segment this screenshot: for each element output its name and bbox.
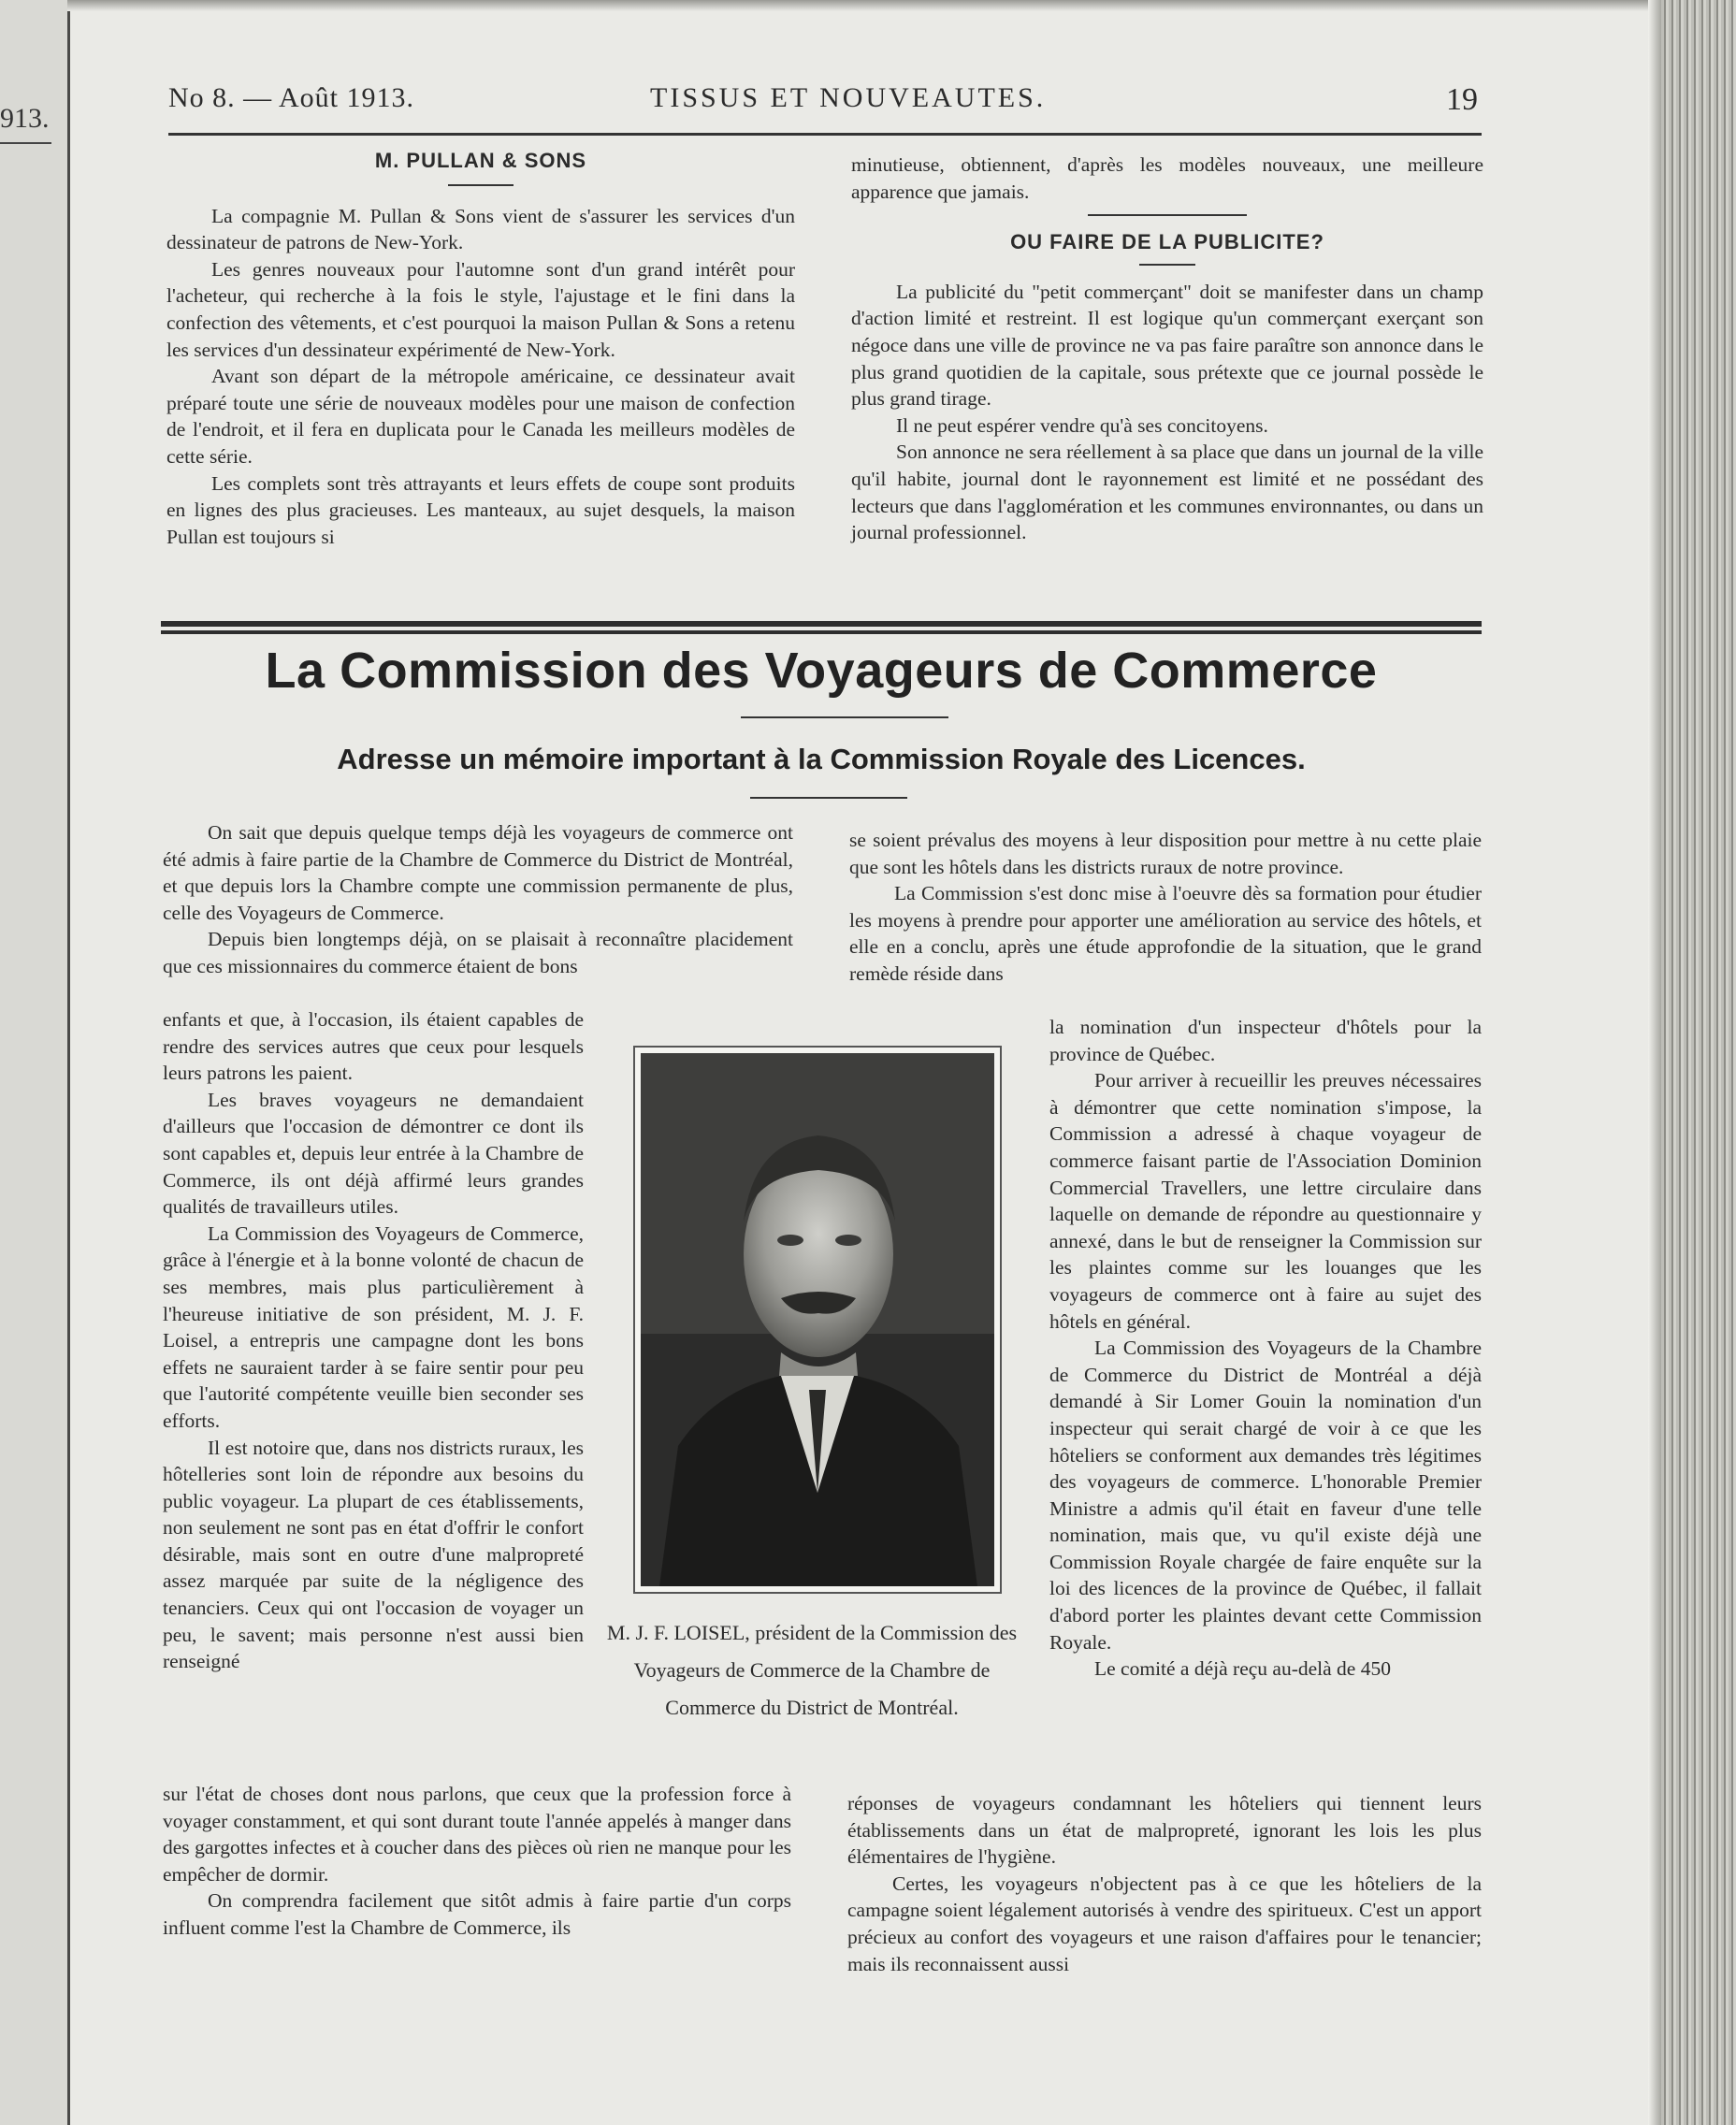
article-paragraph: se soient prévalus des moyens à leur disposition pour mettre à nu cette plaie que sont les hôtels dans les districts ruraux de notre province. <box>849 829 1482 878</box>
article-subtitle: Adresse un mémoire important à la Commission Royale des Licences. <box>337 743 1306 775</box>
book-page-edges <box>1661 0 1736 2125</box>
page-number: 19 <box>1446 82 1478 117</box>
article-paragraph: On sait que depuis quelque temps déjà les voyageurs de commerce ont été admis à faire partie de la Chambre de Commerce du District de Montréal, et que depuis lors la Chambre compte une commission permanente de plus, celle des Voyageurs de Commerce. <box>163 821 793 924</box>
header-rule <box>168 133 1482 136</box>
pullan-title: M. PULLAN & SONS <box>374 149 587 172</box>
article-paragraph: sur l'état de choses dont nous parlons, que ceux que la profession force à voyager constamment, et qui sont durant toute l'année appelés à manger dans des gargottes infectes et à coucher dans des pièces où rien ne manque pour les empêcher de dormir. <box>163 1783 791 1886</box>
article-right-bottom <box>847 1790 1482 1977</box>
pullan-paragraph: Les genres nouveaux pour l'automne sont d'un grand intérêt pour l'acheteur, qui recherche à la fois le style, l'ajustage et le fini dans la confection des vêtements, et c'est pourquoi la maison Pullan & Sons a retenu les services d'un dessinateur expérimenté de New-York. <box>166 257 795 361</box>
page-top-shadow <box>67 0 1661 11</box>
portrait-figure <box>641 1053 994 1586</box>
article-paragraph: Certes, les voyageurs n'objectent pas à ce que les hôteliers de la campagne soient légalement autorisés à vendre des spiritueux. C'est un apport précieux au confort des voyageurs et une raison d'affaires pour le tenancier; mais ils reconnaissent aussi <box>847 1872 1482 1975</box>
article-paragraph: Les braves voyageurs ne demandaient d'ailleurs que l'occasion de démontrer ce dont ils sont capables et, depuis leur entrée à la Chambre de Commerce, ils ont déjà affirmé leurs grandes qualités de travailleurs utiles. <box>163 1088 584 1219</box>
portrait-photo <box>641 1053 994 1586</box>
publicite-column <box>851 152 1483 546</box>
pullan-title-rule <box>448 184 514 186</box>
article-paragraph: enfants et que, à l'occasion, ils étaient capables de rendre des services autres que ceux pour lesquels leurs patrons les paient. <box>163 1008 584 1085</box>
article-paragraph: la nomination d'un inspecteur d'hôtels pour la province de Québec. <box>1049 1016 1482 1065</box>
portrait-frame <box>633 1046 1002 1594</box>
pullan-paragraph: Les complets sont très attrayants et leurs effets de coupe sont produits en lignes des plus gracieuses. Les manteaux, au sujet desquels, la maison Pullan est toujours si <box>166 471 795 548</box>
issue-label: No 8. — Août 1913. <box>168 82 415 113</box>
journal-title: TISSUS ET NOUVEAUTES. <box>650 82 1047 113</box>
publicite-title: OU FAIRE DE LA PUBLICITE? <box>1010 230 1324 254</box>
article-left-top <box>163 819 793 980</box>
article-paragraph: Pour arriver à recueillir les preuves nécessaires à démontrer que cette nomination s'impose, la Commission a adressé à chaque voyageur de commerce faisant partie de l'Association Dominion Commercial Travellers, une lettre circulaire dans laquelle on demande de répondre au questionnaire y annexé, dans le but de renseigner la Commission sur les plaintes comme sur les louanges que les voyageurs de commerce ont à faire au sujet des hôtels en général. <box>1049 1069 1482 1333</box>
publicite-title-rule <box>1139 264 1195 266</box>
facing-page-fragment: 913. <box>0 103 50 134</box>
publicite-paragraph: La publicité du "petit commerçant" doit se manifester dans un champ d'action limité et restreint. Il est logique qu'un commerçant exerçant son négoce dans une ville de province ne va pas faire paraître son annonce dans le plus grand quotidien de la capitale, sous prétexte que ce journal possède le plus grand tirage. <box>851 280 1483 411</box>
facing-page-edge <box>0 0 70 2125</box>
title-rule <box>741 716 948 718</box>
heavy-rule <box>161 621 1482 627</box>
publicite-paragraph: Il ne peut espérer vendre qu'à ses concitoyens. <box>896 413 1268 437</box>
article-paragraph: La Commission des Voyageurs de la Chambre de Commerce du District de Montréal a déjà demandé à Sir Lomer Gouin la nomination d'un inspecteur qui serait chargé de voir à ce que les hôteliers se conforment aux demandes très légitimes des voyageurs de commerce. L'honorable Premier Ministre a admis qu'il était en faveur d'une telle nomination, mais que, vu qu'il existe déjà une Commission Royale chargée de faire enquête sur la loi des licences de la province de Québec, il fallait d'abord porter les plaintes devant cette Commission Royale. <box>1049 1337 1482 1654</box>
article-left-narrow <box>163 1006 584 1675</box>
running-header <box>168 82 1478 127</box>
subtitle-rule <box>750 797 907 799</box>
pullan-continuation: minutieuse, obtiennent, d'après les modèles nouveaux, une meilleure apparence que jamais. <box>851 153 1483 203</box>
article-title: La Commission des Voyageurs de Commerce <box>265 643 1378 699</box>
article-paragraph: Depuis bien longtemps déjà, on se plaisait à reconnaître placidement que ces missionnaires du commerce étaient de bons <box>163 928 793 977</box>
article-paragraph: Il est notoire que, dans nos districts ruraux, les hôtelleries sont loin de répondre aux besoins du public voyageur. La plupart de ces établissements, non seulement ne sont pas en état d'offrir le confort désirable, mais sont en outre d'une malpropreté assez marquée par suite de la négligence des tenanciers. Ceux qui ont l'occasion de voyager un peu, le savent; mais personne n'est aussi bien renseigné <box>163 1436 584 1673</box>
article-left-bottom <box>163 1781 791 1942</box>
article-paragraph: La Commission des Voyageurs de Commerce, grâce à l'énergie et à la bonne volonté de chacun de ses membres, mais plus particulièrement à l'heureuse initiative de son président, M. J. F. Loisel, a entrepris une campagne dont les bons effets ne sauraient tarder à se faire sentir pour peu que l'autorité compétente veuille bien seconder ses efforts. <box>163 1222 584 1432</box>
portrait-caption: M. J. F. LOISEL, président de la Commission des Voyageurs de Commerce de la Chambre de Commerce du District de Montréal. <box>606 1621 1018 1719</box>
heavy-rule <box>161 630 1482 634</box>
article-paragraph: réponses de voyageurs condamnant les hôteliers qui tiennent leurs établissements dans un état de malpropreté, ignorant les lois les plus élémentaires de l'hygiène. <box>847 1792 1482 1869</box>
section-divider <box>1088 214 1247 216</box>
article-right-narrow <box>1049 1014 1482 1683</box>
pullan-paragraph: Avant son départ de la métropole américaine, ce dessinateur avait préparé toute une série de nouveaux modèles pour une maison de confection de l'endroit, et il fera en duplicata pour le Canada les meilleurs modèles de cette série. <box>166 365 795 468</box>
publicite-paragraph: Son annonce ne sera réellement à sa place que dans un journal de la ville qu'il habite, journal dont le rayonnement est limité et ne possédant des lecteurs que dans l'agglomération et les communes environnantes, ou dans un journal professionnel. <box>851 441 1483 544</box>
article-paragraph: On comprendra facilement que sitôt admis à faire partie d'un corps influent comme l'est la Chambre de Commerce, ils <box>163 1889 791 1939</box>
article-paragraph: La Commission s'est donc mise à l'oeuvre dès sa formation pour étudier les moyens à prendre pour apporter une amélioration au service des hôtels, et elle en a conclu, après une étude approfondie de la situation, que le grand remède réside dans <box>849 882 1482 985</box>
article-right-top <box>849 827 1482 988</box>
pullan-paragraph: La compagnie M. Pullan & Sons vient de s'assurer les services d'un dessinateur de patrons de New-York. <box>166 204 795 254</box>
pullan-column <box>166 148 795 550</box>
facing-page-rule <box>0 142 51 144</box>
article-paragraph: Le comité a déjà reçu au-delà de 450 <box>1094 1657 1391 1681</box>
